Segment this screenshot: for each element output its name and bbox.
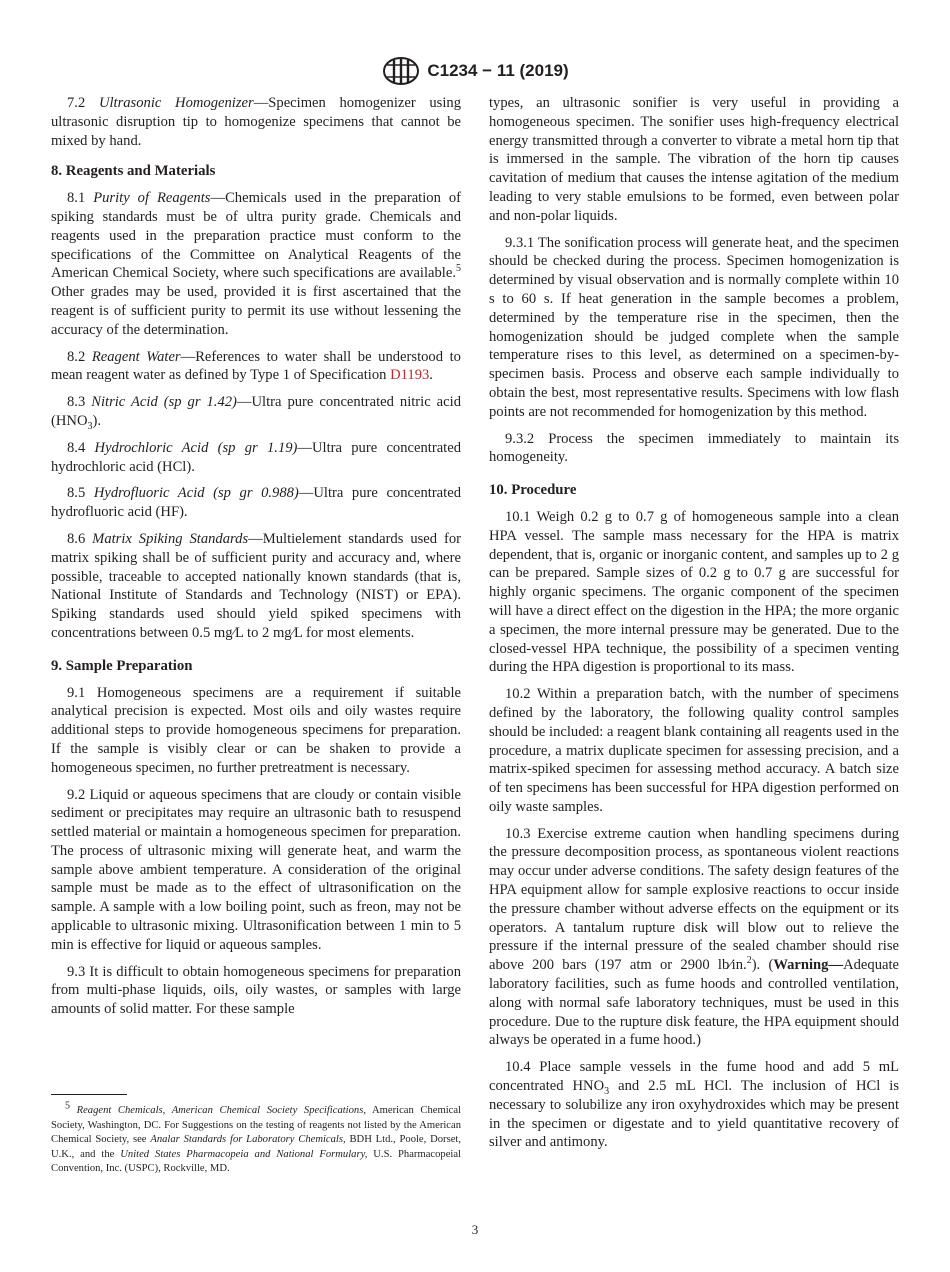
heading-section-10: 10. Procedure xyxy=(489,482,577,499)
heading-section-9: 9. Sample Preparation xyxy=(51,657,193,674)
section-9-1: 9.1 Homogeneous specimens are a requirement if suitable analytical precision is expected. Most oils and oily wastes require additional steps to provide homogeneous specimens for preparation. If the sample is visibly clear or can be shaken to provide a homogeneous specimen, no further pretreatment is necessary. xyxy=(51,684,461,776)
page-header xyxy=(0,56,950,86)
section-8-5: 8.5 Hydrofluoric Acid (sp gr 0.988)—Ultra pure concentrated hydrofluoric acid (HF). xyxy=(51,485,461,521)
heading-section-8: 8. Reagents and Materials xyxy=(51,163,216,180)
footnote-ref-5[interactable]: 5 xyxy=(456,263,461,275)
right-column xyxy=(489,94,899,1160)
section-8-6: 8.6 Matrix Spiking Standards—Multielement standards used for matrix spiking shall be of sufficient purity and accuracy and, where possible, traceable to accepted nationally known standards (that is, National Institute of Standards and Technology (NIST) or EPA). Spiking standards used should yield spiked specimens with concentrations between 0.5 mg⁄L to 2 mg⁄L for most elements. xyxy=(51,530,461,641)
section-9-3-1: 9.3.1 The sonification process will generate heat, and the specimen should be checked during the process. Specimen homogenization is determined by visual observation and is normally complete within 10 s to 60 s. If heat generation in the sample becomes a problem, determined by the temperature rise in the specimen, then the homogenization should be judged complete when the sample temperature rises to this level, as determined on a specimen-by-specimen basis. Process and observe each sample individually to obtain the best, most representative results. Specimens with low flash points are not recommended for homogenization by this method. xyxy=(489,234,899,420)
page-number: 3 xyxy=(471,1222,479,1237)
section-9-2: 9.2 Liquid or aqueous specimens that are cloudy or contain visible sediment or precipitates may require an ultrasonic bath to resuspend settled material or maintain a homogeneous specimen for preparation. The process of ultrasonic mixing will generate heat, and warm the sample above ambient temperature. A consideration of the original sample must be made as to the effect of ultrasonification on the sample. A sample with a low boiling point, such as freon, may not be applicable to ultrasonic mixing. Ultrasonification between 1 min to 5 min is effective for liquid or aqueous samples. xyxy=(51,786,461,953)
left-column xyxy=(51,94,461,1027)
section-8-2: 8.2 Reagent Water—References to water shall be understood to mean reagent water as defined by Type 1 of Specification D1193. xyxy=(51,348,461,384)
section-8-1: 8.1 Purity of Reagents—Chemicals used in the preparation of spiking standards must be of ultra purity grade. Chemicals and reagents used in the preparation practice must conform to the specifications of the Committee on Analytical Reagents of the American Chemical Society, where such specifications are available.$^5$ Other grades may be used, provided it is first ascertained that the reagent is of sufficient purity to permit its use without lessening the accuracy of the determination. xyxy=(51,190,461,338)
section-10-3: 10.3 Exercise extreme caution when handling specimens during the pressure decomposition process, as spontaneous violent reactions may occur under adverse conditions. The safety design features of the HPA equipment allow for sample explosive reactions to occur inside the pressure chamber without adverse effects on the equipment or its operators. A tantalum rupture disk will blow out to relieve the pressure if the internal pressure of the sealed chamber should rise above 200 bars (197 atm or 2900 lb⁄in.$^2$). (Warning—Adequate laboratory facilities, such as fume hoods and controlled ventilation, along with normal safe laboratory techniques, must be used in this procedure. Due to the rupture disk feature, the HPA equipment should always be operated in a fume hood.) xyxy=(489,825,899,1049)
footnote-5: $^5$ Reagent Chemicals, American Chemical Society Specifications, American Chemical Society, Washington, DC. For Suggestions on the testing of reagents not listed by the American Chemical Society, see Analar Standards for Laboratory Chemicals, BDH Ltd., Poole, Dorset, U.K., and the United States Pharmacopeia and National Formulary, U.S. Pharmacopeial Convention, Inc. (USPC), Rockville, MD. xyxy=(51,1100,462,1175)
section-9-3-2: 9.3.2 Process the specimen immediately to maintain its homogeneity. xyxy=(489,430,899,466)
warning-label: Warning— xyxy=(773,957,844,974)
section-10-4: 10.4 Place sample vessels in the fume hood and add 5 mL concentrated $HNO_3$ and 2.5 mL HCl. The inclusion of HCl is necessary to solubilize any iron oxyhydroxides which may be present in the specimen or digestate and to yield quantitative recovery of silver and antimony. xyxy=(489,1059,899,1151)
section-7-2: 7.2 Ultrasonic Homogenizer—Specimen homogenizer using ultrasonic disruption tip to homogenize specimens that cannot be mixed by hand. xyxy=(51,95,461,149)
section-8-3: 8.3 Nitric Acid (sp gr 1.42)—Ultra pure concentrated nitric acid $(HNO_3)$. xyxy=(51,394,461,432)
document-designation: C1234 − 11 (2019) xyxy=(427,61,569,80)
d1193-link[interactable]: D1193 xyxy=(390,367,430,384)
section-10-2: 10.2 Within a preparation batch, with the number of specimens defined by the laboratory, the following quality control samples should be included: a reagent blank containing all reagents used in the procedure, a matrix duplicate specimen for assessing precision, and a matrix-spiked specimen for assessing method accuracy. A batch size of ten specimens has been successful for HPA digestion performed on oily waste samples. xyxy=(489,686,899,815)
section-10-1: 10.1 Weigh 0.2 g to 0.7 g of homogeneous sample into a clean HPA vessel. The sample mass necessary for the HPA is matrix dependent, that is, organic or inorganic content, and samples up to 2 g can be prepared. Sample sizes of 0.2 g to 0.7 g are successful for highly organic specimens. The organic component of the specimen will have a direct effect on the digestion in the HPA; the more organic a specimen, the more internal pressure may be generated. Due to the closed-vessel HPA technique, the possibility of a specimen venting during the HPA digestion is proportional to its mass. xyxy=(489,508,899,676)
footnote-divider xyxy=(51,1094,127,1095)
section-8-4: 8.4 Hydrochloric Acid (sp gr 1.19)—Ultra pure concentrated hydrochloric acid (HCl). xyxy=(51,439,462,475)
section-9-3-continued: types, an ultrasonic sonifier is very useful in providing a homogeneous specimen. The sonifier uses high-frequency electrical energy transmitted through a converter to vibrate a metal horn tip that is immersed in the sample. The vibration of the horn tip causes cavitation of medium that causes the intense agitation of the medium leading to very stable emulsions to be formed, even between polar and non-polar liquids. xyxy=(489,95,899,224)
astm-logo-icon xyxy=(381,56,421,86)
section-9-3: 9.3 It is difficult to obtain homogeneous specimens for preparation from multi-phase liquids, oils, oily wastes, or samples with large amounts of solid matter. For these sample xyxy=(51,963,461,1018)
